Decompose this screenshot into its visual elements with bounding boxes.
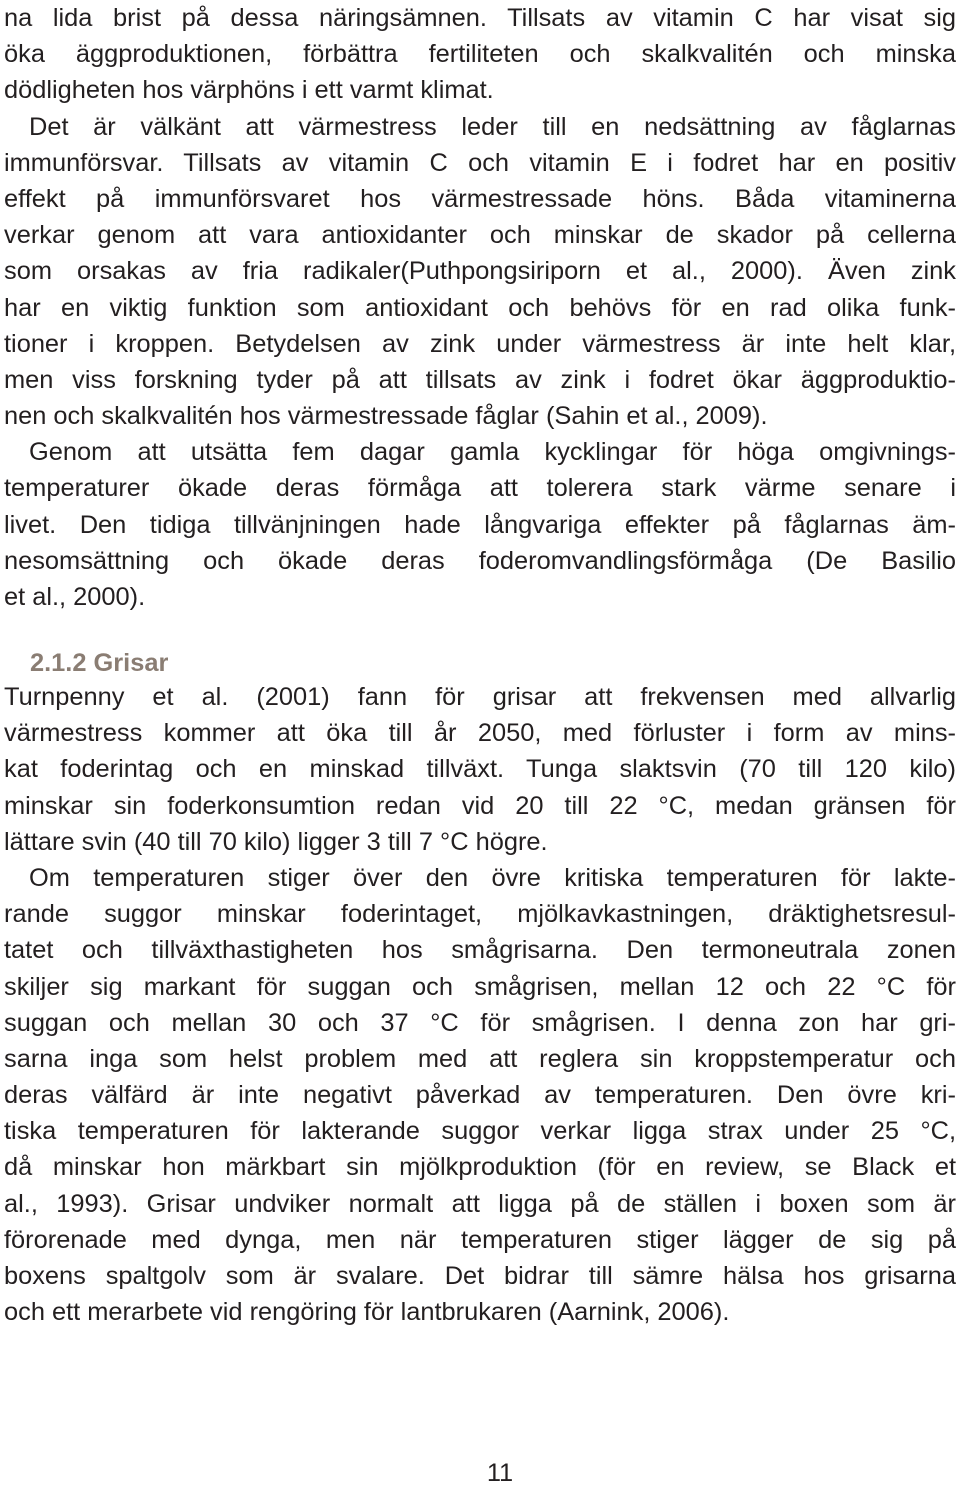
text-line: deras välfärd är inte negativt påverkad av temperaturen. Den övre kri- (4, 1081, 956, 1110)
text-line: tatet och tillväxthastigheten hos smågrisarna. Den termoneutrala zonen (4, 936, 956, 965)
text-line: har en viktig funktion som antioxidant och behövs för en rad olika funk- (4, 293, 956, 322)
text-line: na lida brist på dessa näringsämnen. Tillsats av vitamin C har visat sig (4, 4, 956, 32)
text-line: Om temperaturen stiger över den övre kritiska temperaturen för lakte- (29, 863, 956, 892)
text-line: et al., 2000). (4, 583, 146, 611)
text-line: kat foderintag och en minskad tillväxt. Tunga slaktsvin (70 till 120 kilo) (4, 755, 956, 784)
text-line: suggan och mellan 30 och 37 °C för smågrisen. I denna zon har gri- (4, 1008, 956, 1037)
text-line: dödligheten hos värphöns i ett varmt klimat. (4, 76, 494, 105)
text-line: och ett merarbete vid rengöring för lantbrukaren (Aarnink, 2006). (4, 1298, 730, 1327)
text-line: Det är välkänt att värmestress leder till en nedsättning av fåglarnas (29, 112, 956, 141)
text-line: Genom att utsätta fem dagar gamla kycklingar för höga omgivnings- (29, 438, 956, 467)
text-line: livet. Den tidiga tillvänjningen hade långvariga effekter på fåglarnas äm- (4, 510, 956, 539)
text-line: tioner i kroppen. Betydelsen av zink under värmestress är inte helt klar, (4, 329, 956, 358)
text-line: värmestress kommer att öka till år 2050, med förluster i form av mins- (4, 719, 956, 748)
text-line: al., 1993). Grisar undviker normalt att ligga på de ställen i boxen som är (4, 1189, 956, 1218)
paragraph-group-poultry (4, 0, 956, 615)
text-line: temperaturer ökade deras förmåga att tolerera stark värme senare i (4, 474, 956, 503)
text-line: då minskar hon märkbart sin mjölkproduktion (för en review, se Black et (4, 1153, 956, 1182)
text-line: minskar sin foderkonsumtion redan vid 20 till 22 °C, medan gränsen för (4, 791, 956, 820)
text-line: men viss forskning tyder på att tillsats av zink i fodret ökar äggproduktio- (4, 365, 956, 394)
paragraph-group-pigs (4, 679, 956, 1330)
text-line: effekt på immunförsvaret hos värmestressade höns. Båda vitaminerna (4, 184, 956, 213)
text-line: som orsakas av fria radikaler(Puthpongsiriporn et al., 2000). Även zink (4, 257, 956, 286)
text-line: immunförsvar. Tillsats av vitamin C och vitamin E i fodret har en positiv (4, 148, 956, 177)
text-line: verkar genom att vara antioxidanter och minskar de skador på cellerna (4, 221, 956, 250)
text-line: förorenade med dynga, men när temperaturen stiger lägger de sig på (4, 1225, 956, 1254)
text-line: sarna inga som helst problem med att reglera sin kroppstemperatur och (4, 1044, 956, 1073)
text-line: boxens spaltgolv som är svalare. Det bidrar till sämre hälsa hos grisarna (4, 1262, 956, 1290)
section-heading: 2.1.2 Grisar (30, 649, 169, 677)
page-number: 11 (486, 1459, 514, 1487)
text-line: rande suggor minskar foderintaget, mjölkavkastningen, dräktighetsresul- (4, 900, 956, 929)
text-line: skiljer sig markant för suggan och smågrisen, mellan 12 och 22 °C för (4, 972, 956, 1001)
text-line: tiska temperaturen för lakterande suggor verkar ligga strax under 25 °C, (4, 1117, 956, 1146)
text-line: Turnpenny et al. (2001) fann för grisar att frekvensen med allvarlig (4, 683, 956, 711)
text-line: öka äggproduktionen, förbättra fertiliteten och skalkvalitén och minska (4, 40, 956, 69)
text-line: nesomsättning och ökade deras foderomvandlingsförmåga (De Basilio (4, 546, 956, 575)
text-line: lättare svin (40 till 70 kilo) ligger 3 till 7 °C högre. (4, 827, 548, 856)
text-line: nen och skalkvalitén hos värmestressade fåglar (Sahin et al., 2009). (4, 402, 768, 431)
